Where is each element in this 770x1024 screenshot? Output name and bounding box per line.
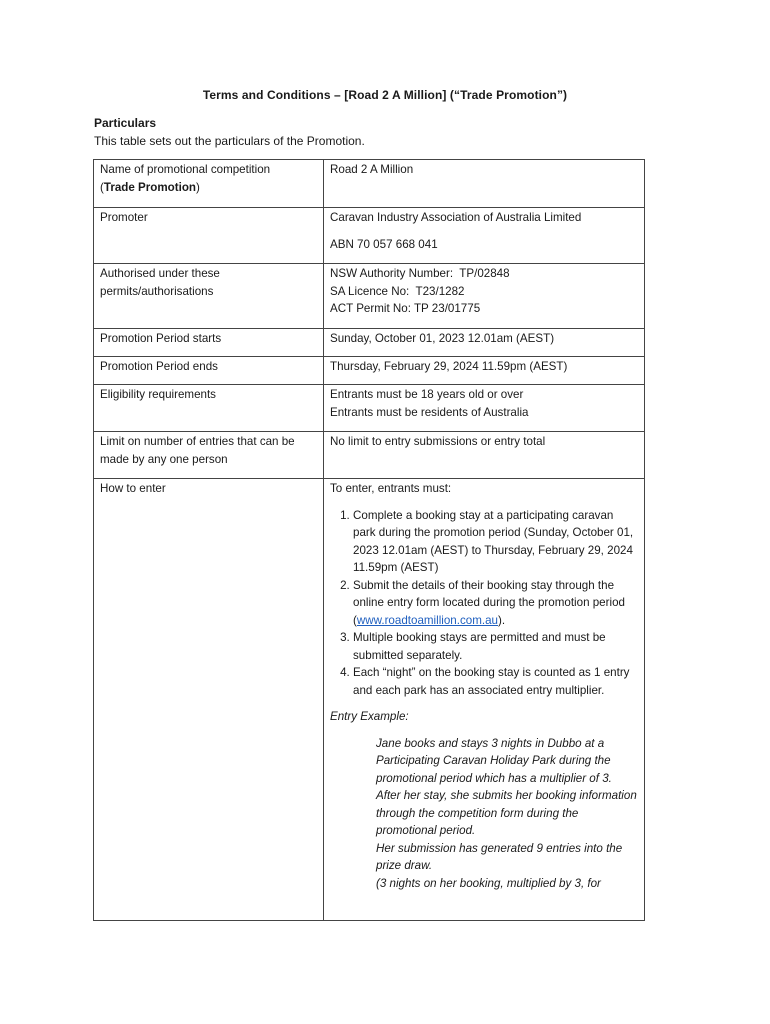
value-cell	[324, 160, 645, 208]
list-item	[353, 577, 638, 630]
list-item: 3. Multiple booking stays are permitted and must be submitted separately.	[353, 629, 638, 664]
value-cell	[324, 385, 645, 432]
how-to-enter-content	[330, 480, 638, 918]
value-cell	[324, 479, 645, 921]
intro-text: This table sets out the particulars of the Promotion.	[94, 134, 365, 148]
document-title: Terms and Conditions – [Road 2 A Million] (“Trade Promotion”)	[202, 88, 568, 102]
value-cell	[324, 357, 645, 385]
example-paragraph: Jane books and stays 3 nights in Dubbo at a Participating Caravan Holiday Park during the promotional period which has a multiplier of 3.	[376, 736, 612, 785]
label-cell	[94, 357, 324, 385]
table-row-authorisations	[94, 264, 645, 329]
step2-text-end: ).	[498, 613, 506, 627]
example-paragraph: After her stay, she submits her booking information through the competition form during the promotional period.	[376, 789, 637, 837]
value-text: No limit to entry submissions or entry total	[330, 435, 546, 448]
table-row-promoter	[94, 208, 645, 264]
table-row-how-to-enter	[94, 479, 645, 921]
value-cell	[324, 329, 645, 357]
list-item: 4. Each “night” on the booking stay is counted as 1 entry and each park has an associated entry multiplier.	[353, 664, 638, 699]
list-item: 1. Complete a booking stay at a participating caravan park during the promotion period (Sunday, October 01, 2023 12.01am (AEST) to Thursday, February 29, 2024 11.59pm (AEST)	[353, 507, 638, 577]
value-text: Road 2 A Million	[330, 163, 414, 176]
nsw-authority: NSW Authority Number: TP/02848	[330, 267, 510, 280]
label-cell	[94, 385, 324, 432]
promoter-abn: ABN 70 057 668 041	[330, 237, 438, 251]
eligibility-residency: Entrants must be residents of Australia	[330, 405, 529, 419]
label-text: Name of promotional competition	[100, 163, 271, 176]
table-row-competition-name	[94, 160, 645, 208]
table-row-entry-limit	[94, 432, 645, 479]
label-text: Promotion Period ends	[100, 360, 218, 373]
label-cell	[94, 432, 324, 479]
value-cell	[324, 264, 645, 329]
label-cell	[94, 160, 324, 208]
section-heading-particulars: Particulars	[94, 116, 157, 130]
label-text: Limit on number of entries that can be made by any one person	[100, 435, 295, 466]
label-cell	[94, 329, 324, 357]
entry-steps-list	[330, 507, 638, 700]
label-text: Promoter	[100, 211, 148, 224]
example-paragraph: (3 nights on her booking, multiplied by 3, for	[376, 876, 601, 890]
table-row-eligibility	[94, 385, 645, 432]
step2-text: Submit the details of their booking stay through the online entry form located during the promotion period (	[353, 578, 625, 627]
act-permit: ACT Permit No: TP 23/01775	[330, 302, 481, 315]
label-text: How to enter	[100, 482, 166, 495]
paren-close: )	[196, 180, 200, 194]
label-text: Eligibility requirements	[100, 388, 216, 401]
label-cell	[94, 264, 324, 329]
label-cell	[94, 479, 324, 921]
eligibility-age: Entrants must be 18 years old or over	[330, 388, 524, 401]
label-text: Promotion Period starts	[100, 332, 222, 345]
value-cell	[324, 208, 645, 264]
example-paragraph: Her submission has generated 9 entries into the prize draw.	[376, 841, 623, 872]
value-text: Thursday, February 29, 2024 11.59pm (AEST)	[330, 360, 568, 373]
how-to-enter-intro: To enter, entrants must:	[330, 482, 452, 495]
entry-example	[376, 735, 638, 893]
label-cell	[94, 208, 324, 264]
label-text-continued	[100, 179, 317, 197]
promoter-name: Caravan Industry Association of Australia Limited	[330, 211, 582, 224]
value-text: Sunday, October 01, 2023 12.01am (AEST)	[330, 332, 555, 345]
table-row-period-end	[94, 357, 645, 385]
label-bold-text: Trade Promotion	[103, 180, 196, 194]
particulars-table	[93, 159, 645, 921]
promotion-website-link[interactable]: www.roadtoamillion.com.au	[356, 613, 498, 627]
paren-open: (	[100, 180, 104, 194]
value-cell	[324, 432, 645, 479]
label-text: Authorised under these permits/authorisations	[100, 267, 220, 298]
entry-example-label: Entry Example:	[330, 710, 409, 723]
table-row-period-start	[94, 329, 645, 357]
sa-licence: SA Licence No: T23/1282	[330, 284, 465, 298]
